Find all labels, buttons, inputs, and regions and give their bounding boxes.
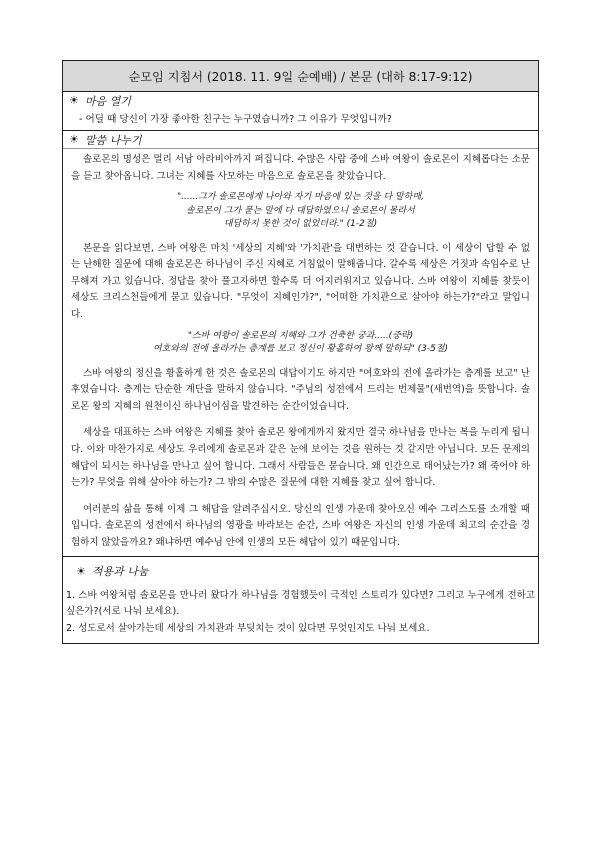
quote-line: "스바 여왕이 솔로몬의 지혜와 그가 건축한 궁과.....(중략) [187, 330, 414, 341]
section-heading-apply [66, 563, 535, 580]
quote-line: 솔로몬이 그가 묻는 말에 다 대답하였으니 솔로몬이 몰라서 [186, 205, 415, 216]
warmup-question: - 어딜 때 당신이 가장 좋아한 친구는 누구였습니까? 그 이유가 무엇입니까? [79, 114, 392, 125]
paragraph: 여러분의 삶을 통해 이제 그 해답을 알려주십시오. 당신의 인생 가운데 찾아오신 예수 그리스도를 소개할 때입니다. 솔로몬의 성전에서 하나님의 영광을 바라보는 순간, 스바 여왕은 자신의 인생 가운데 최고의 순간을 경험하지 않았을까요? 왜냐하면 예수님 안에 인생의 모든 해답이 있기 때문입니다. [71, 503, 530, 548]
scripture-quote [71, 191, 530, 232]
section-heading-label: 마음 열기 [84, 94, 131, 108]
scripture-quote [71, 330, 530, 357]
section-warmup [63, 92, 538, 131]
guide-document [62, 60, 539, 644]
section-heading-warmup [63, 92, 538, 109]
sun-icon: ☀ [69, 133, 79, 146]
quote-line: 여호와의 전에 올라가는 층계를 보고 정신이 황홀하여 왕께 말하되" (3-5절) [152, 344, 449, 355]
paragraph: 스바 여왕의 정신을 황홀하게 한 것은 솔로몬의 대답이기도 하지만 "여호와의 전에 올라가는 층계를 보고" 난 후였습니다. 층계는 단순한 계단을 말하지 않습니다. "주님의 성전에서 드리는 번제물"(새번역)을 뜻합니다. 솔로몬 왕의 지혜의 원천이신 하나님이심을 발견하는 순간이었습니다. [71, 367, 530, 412]
sun-icon: ☀ [76, 564, 86, 578]
paragraph: 본문을 읽다보면, 스바 여왕은 마치 '세상의 지혜'와 '가치관'을 대변하는 것 같습니다. 이 세상이 답할 수 없는 난해한 질문에 대해 솔로몬은 하나님이 주신 지혜로 거침없이 말해줍니다. 갈수록 세상은 거짓과 속임수로 난무해져 가고 있습니다. 정답을 찾아 풀고자하면 할수록 더 어지러워지고 있습니다. 스바 여왕이 지혜를 찾듯이 세상도 크리스천들에게 묻고 있습니다. "무엇이 지혜인가?", "어떠한 가치관으로 살아야 하는가?"라고 말입니다. [71, 242, 530, 321]
paragraph: 솔로몬의 명성은 멀리 서남 아라비아까지 퍼집니다. 수많은 사람 중에 스바 여왕이 솔로몬이 지혜롭다는 소문을 듣고 찾아옵니다. 그녀는 지혜를 사모하는 마음으로 솔로몬을 찾았습니다. [71, 154, 530, 182]
quote-line: 대답하지 못한 것이 없었더라." (1-2절) [223, 219, 378, 230]
section-heading-label: 말씀 나누기 [84, 133, 142, 147]
sun-icon: ☀ [69, 94, 79, 107]
section-talk [63, 131, 538, 557]
section-heading-talk [63, 131, 538, 149]
apply-item: 2. 성도로서 살아가는데 세상의 가치관과 부딪치는 것이 있다면 무엇인지도 나눠 보세요. [66, 622, 430, 634]
section-heading-label: 적용과 나눔 [91, 565, 149, 579]
talk-body [63, 149, 538, 556]
apply-item: 1. 스바 여왕처럼 솔로몬을 만나러 왔다가 하나님을 경험했듯이 극적인 스토리가 있다면? 그리고 누구에게 전하고 싶은가?(서로 나눠 보세요). [66, 589, 535, 618]
document-title: 순모임 지침서 (2018. 11. 9일 순예배) / 본문 (대하 8:17-9:12) [63, 61, 538, 92]
quote-line: "......그가 솔로몬에게 나아와 자기 마음에 있는 것을 다 말하매, [176, 192, 425, 203]
paragraph: 세상을 대표하는 스바 여왕은 지혜를 찾아 솔로몬 왕에게까지 왔지만 결국 하나님을 만나는 복을 누리게 됩니다. 이와 마찬가지로 세상도 우리에게 솔로몬과 같은 눈에 보이는 것을 원하는 것 같지만 아닙니다. 모든 문제의 해답이 되시는 하나님을 만나고 싶어 합니다. 그래서 사람들은 묻습니다. 왜 인간으로 태어났는가? 왜 죽어야 하는가? 무엇을 위해 살아야 하는가? 그 밖의 수많은 질문에 대한 지혜를 찾고 싶어 합니다. [71, 427, 530, 489]
section-apply [63, 557, 538, 644]
